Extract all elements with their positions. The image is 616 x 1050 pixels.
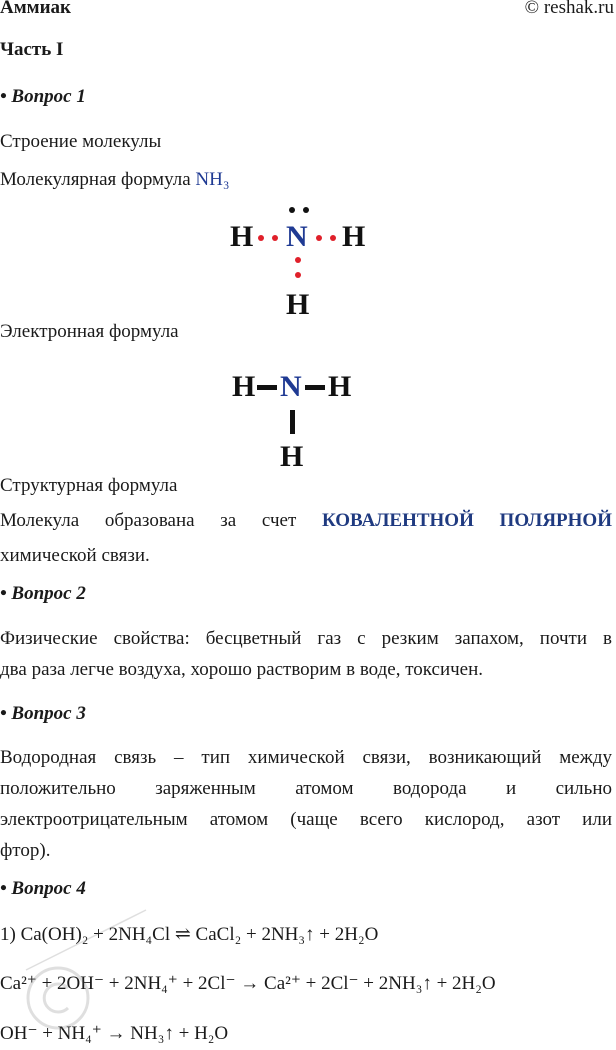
structural-formula-diagram (230, 370, 380, 473)
source-credit: © reshak.ru (524, 0, 614, 18)
molecular-formula-value: NH₃ (195, 169, 230, 190)
lewis-h-left: H (230, 220, 254, 253)
single-bond (257, 385, 277, 390)
struct-h-bottom: H (280, 440, 304, 473)
hydrogen-bond-line-4: фтор). (0, 840, 51, 861)
hydrogen-bond-line-2: положительно заряженным атомом водорода и сильно (0, 778, 612, 799)
hydrogen-bond-line-3: электроотрицательным атомом (чаще всего кислород, азот или (0, 809, 612, 830)
structure-label: Строение молекулы (0, 131, 162, 152)
bond-electron-dot (295, 272, 301, 278)
copyright-watermark-icon (6, 900, 156, 1050)
question-1-heading: • Вопрос 1 (0, 86, 86, 107)
bond-type-text: Молекула образована за счет (0, 510, 297, 531)
lone-pair-dot (289, 207, 295, 213)
bond-type-text-end: химической связи. (0, 545, 150, 566)
lewis-h-bottom: H (286, 288, 310, 321)
equation-2: Ca²⁺ + 2OH⁻ + 2NH₄⁺ + 2Cl⁻ → Ca²⁺ + 2Cl⁻ + 2NH₃↑ + 2H₂O (0, 973, 496, 994)
bond-electron-dot (272, 235, 278, 241)
lewis-structure-diagram (228, 202, 378, 322)
equation-3: OH⁻ + NH₄⁺ → NH₃↑ + H₂O (0, 1023, 229, 1044)
electron-formula-label: Электронная формула (0, 321, 179, 342)
hydrogen-bond-line-1: Водородная связь – тип химической связи, возникающий между (0, 747, 612, 768)
single-bond (290, 410, 295, 434)
lone-pair-dot (303, 207, 309, 213)
physical-properties-line-1: Физические свойства: бесцветный газ с резким запахом, почти в (0, 628, 612, 649)
struct-h-right: H (328, 370, 352, 403)
bond-type-line (0, 507, 612, 535)
question-4-heading: • Вопрос 4 (0, 878, 86, 899)
struct-n-center: N (280, 370, 302, 403)
equation-1: 1) Ca(OH)₂ + 2NH₄Cl ⇌ CaCl₂ + 2NH₃↑ + 2H₂O (0, 924, 379, 945)
question-3-heading: • Вопрос 3 (0, 703, 86, 724)
physical-properties-line-2: два раза легче воздуха, хорошо растворим в воде, токсичен. (0, 659, 484, 680)
struct-h-left: H (232, 370, 256, 403)
molecular-formula-line (0, 166, 229, 194)
structural-formula-label: Структурная формула (0, 475, 178, 496)
bond-electron-dot (330, 235, 336, 241)
bond-electron-dot (295, 257, 301, 263)
question-2-heading: • Вопрос 2 (0, 583, 86, 604)
bond-type-keyword: КОВАЛЕНТНОЙ ПОЛЯРНОЙ (321, 510, 612, 531)
lewis-h-right: H (342, 220, 366, 253)
lewis-n-center: N (286, 220, 308, 253)
bond-electron-dot (258, 235, 264, 241)
molecular-formula-label: Молекулярная формула (0, 169, 191, 190)
document-title: Аммиак (0, 0, 71, 18)
single-bond (305, 385, 325, 390)
part-heading: Часть I (0, 39, 64, 60)
bond-electron-dot (316, 235, 322, 241)
